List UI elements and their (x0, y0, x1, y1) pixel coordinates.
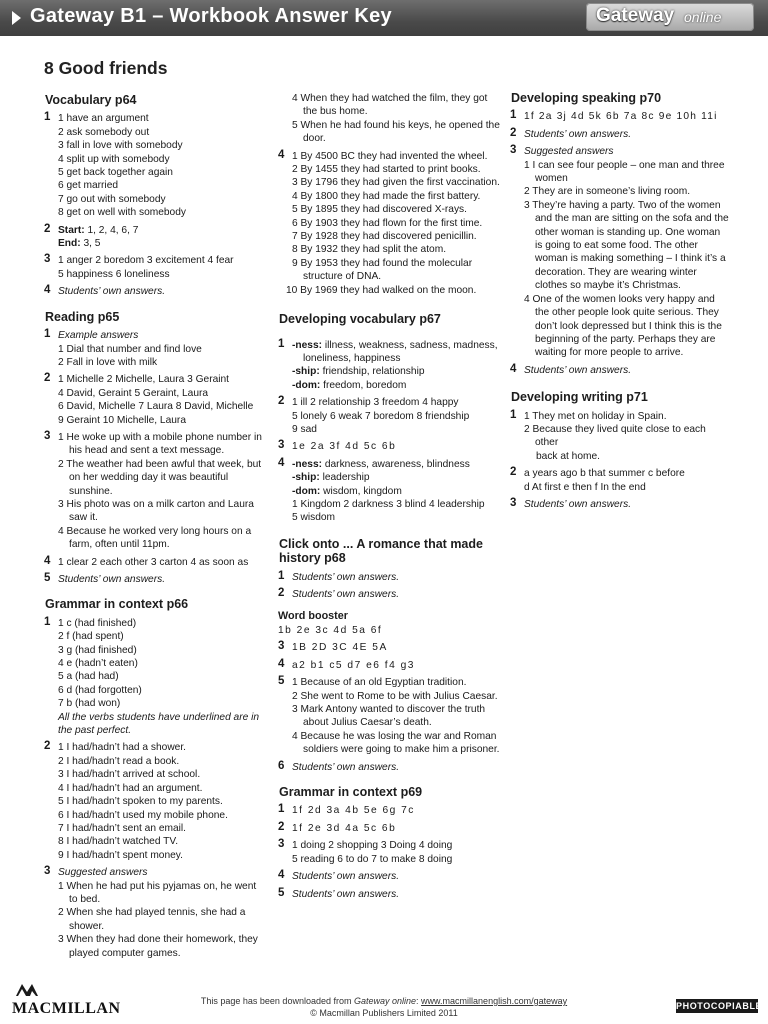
answer-line: 7 I had/hadn’t sent an email. (58, 822, 186, 834)
document-title: Gateway B1 – Workbook Answer Key (30, 5, 392, 27)
exercise-number: 1 (278, 337, 285, 350)
exercise-number: 2 (44, 372, 51, 385)
answer-line: 4 I had/hadn’t had an argument. (58, 782, 203, 794)
answer-line: 1e 2a 3f 4d 5c 6b (292, 441, 397, 453)
answer-line: 3 I had/hadn’t arrived at school. (58, 769, 201, 781)
answer-line: 7 By 1928 they had discovered penicillin. (292, 231, 477, 243)
exercise (510, 145, 730, 360)
answer-line: 1f 2e 3d 4a 5c 6b (292, 822, 397, 834)
publisher-name: MACMILLAN (12, 1000, 121, 1017)
exercise (44, 556, 264, 569)
exercise (278, 641, 500, 654)
section-heading: Vocabulary p64 (45, 93, 137, 107)
answer-line: Students’ own answers. (292, 888, 400, 900)
answer-line: 6 d (had forgotten) (58, 684, 142, 696)
exercise-number: 4 (44, 284, 51, 297)
exercise-number: 3 (44, 429, 51, 442)
exercise-number: 4 (278, 148, 285, 161)
answer-label: Start: (58, 224, 85, 236)
exercise-number: 2 (278, 395, 285, 408)
exercise-number: 2 (510, 126, 517, 139)
answer-line: a years ago b that summer c before (524, 468, 685, 480)
play-arrow-icon (12, 11, 21, 25)
unit-title: 8 Good friends (44, 58, 168, 78)
exercise-number: 3 (44, 865, 51, 878)
exercise-continued (278, 92, 500, 146)
answer-line: 8 I had/hadn’t watched TV. (58, 836, 179, 848)
suffix-label: -ship: (292, 366, 320, 378)
answer-line: 7 b (had won) (58, 698, 121, 710)
exercise (278, 761, 500, 774)
answer-line: 6 By 1903 they had flown for the first time. (292, 217, 483, 229)
answer-line: 1 By 4500 BC they had invented the wheel. (292, 150, 488, 162)
answer-line: 1f 2a 3j 4d 5k 6b 7a 8c 9e 10h 11i (524, 111, 718, 123)
answer-line: 4 When they had watched the film, they got the bus home. (292, 93, 488, 118)
exercise-number: 6 (278, 759, 285, 772)
answer-label: Example answers (58, 330, 139, 342)
answer-line: 4 Because he worked very long hours on a farm, often until 11pm. (58, 525, 252, 551)
exercise (44, 573, 264, 586)
answer-line: 2 When she had played tennis, she had a shower. (58, 907, 246, 932)
answer-line: 4 Because he was losing the war and Roman soldiers were going to make him a prisoner. (292, 730, 500, 756)
exercise-number: 2 (278, 820, 285, 833)
logo-sub-text: online (684, 9, 722, 25)
header-bar (0, 0, 768, 36)
exercise-number: 1 (278, 803, 285, 816)
subsection-heading: Word booster (278, 609, 348, 622)
section-heading: Reading p65 (45, 309, 120, 324)
exercise (278, 571, 500, 584)
answer-line: 1 When he had put his pyjamas on, he went to bed. (58, 880, 257, 905)
answer-line: 9 sad (292, 423, 317, 435)
answer-line: 9 Geraint 10 Michelle, Laura (58, 414, 186, 426)
answer-line: 1 Dial that number and find love (58, 343, 202, 355)
answer-line: Students’ own answers. (292, 871, 400, 883)
answer-line: 3 g (had finished) (58, 644, 137, 656)
exercise (278, 804, 500, 817)
answer-line: Students’ own answers. (524, 364, 632, 376)
exercise-number: 4 (278, 456, 285, 469)
exercise-number: 3 (278, 640, 285, 653)
exercise-number: 3 (44, 253, 51, 266)
answer-text: darkness, awareness, blindness (322, 458, 470, 470)
exercise (510, 128, 730, 141)
footer-url-link[interactable]: www.macmillanenglish.com/gateway (421, 996, 568, 1006)
answer-line: 2 Because they lived quite close to each other (524, 423, 706, 449)
answer-line: 6 I had/hadn’t used my mobile phone. (58, 809, 228, 821)
exercise-number: 4 (278, 869, 285, 882)
answer-line: 1 clear 2 each other 3 carton 4 as soon as (58, 556, 249, 568)
answer-line: 5 By 1895 they had discovered X-rays. (292, 204, 467, 216)
footer-copyright: © Macmillan Publishers Limited 2011 (310, 1008, 458, 1018)
answer-line: 3 When they had done their homework, they played computer games. (58, 934, 258, 959)
exercise (44, 285, 264, 298)
exercise (44, 741, 264, 862)
answer-line: 8 By 1932 they had split the atom. (292, 244, 447, 256)
answer-line: a2 b1 c5 d7 e6 f4 g3 (292, 659, 415, 671)
section-heading: Developing speaking p70 (511, 91, 662, 105)
footer-text: : (416, 996, 422, 1006)
answer-line: 1 He woke up with a mobile phone number in his head and sent a text message. (58, 431, 262, 457)
answer-line: 6 David, Michelle 7 Laura 8 David, Michelle (58, 401, 254, 413)
answer-line: 4 split up with somebody (58, 153, 170, 165)
footer-text: This page has been downloaded from (200, 996, 354, 1006)
exercise-number: 1 (44, 328, 51, 341)
answer-label: Suggested answers (58, 867, 148, 879)
answer-line: 1 ill 2 relationship 3 freedom 4 happy (292, 397, 459, 409)
answer-line: 1b 2e 3c 4d 5a 6f (278, 625, 383, 636)
exercise-number: 4 (278, 657, 285, 670)
exercise (510, 410, 730, 464)
answer-line: Students’ own answers. (58, 286, 166, 298)
answer-text: 3, 5 (80, 238, 101, 250)
exercise-number: 2 (44, 740, 51, 753)
section-heading: Grammar in context p66 (45, 597, 189, 612)
exercise (44, 254, 264, 281)
exercise (44, 617, 264, 738)
exercise-number: 2 (44, 222, 51, 235)
exercise (510, 467, 730, 494)
answer-line: 3 Mark Antony wanted to discover the truth about Julius Caesar’s death. (292, 704, 486, 729)
answer-line: 1f 2d 3a 4b 5e 6g 7c (292, 805, 415, 817)
footer-site-name: Gateway online (353, 996, 417, 1006)
exercise-number: 5 (44, 572, 51, 584)
gateway-online-logo[interactable] (586, 3, 754, 31)
answer-line: 2 They are in someone’s living room. (524, 186, 691, 198)
answer-line: 5 I had/hadn’t spoken to my parents. (58, 796, 223, 808)
footer-download-note (0, 996, 768, 1006)
exercise-number: 4 (44, 554, 51, 567)
column-1 (44, 88, 264, 964)
exercise-number: 1 (44, 615, 51, 628)
answer-line: d At first e then f In the end (524, 481, 646, 493)
logo-main-text: Gateway (596, 5, 675, 26)
exercise (44, 373, 264, 427)
exercise (510, 364, 730, 377)
answer-text: illness, weakness, sadness, madness, loneliness, happiness (303, 339, 498, 364)
exercise (278, 150, 500, 297)
answer-label: Suggested answers (524, 146, 614, 158)
answer-line: 1 c (had finished) (58, 617, 137, 629)
exercise (278, 339, 500, 393)
answer-line: 1 I had/hadn’t had a shower. (58, 742, 187, 754)
answer-line: 3 They’re having a party. Two of the women and the man are sitting on the sofa and the other woman is standing up. One woman is going to eat some food. The other woman is making something – I think it’s a decoration. They are wearing winter clothes so maybe it’s Christmas. (524, 199, 729, 292)
exercise (278, 396, 500, 436)
answer-line: 5 reading 6 to do 7 to make 8 doing (292, 853, 453, 865)
answer-line: 2 ask somebody out (58, 126, 150, 138)
exercise-number: 2 (278, 587, 285, 600)
answer-note: All the verbs students have underlined are in the past perfect. (58, 711, 260, 737)
exercise-number: 5 (278, 886, 285, 899)
answer-line: 1B 2D 3C 4E 5A (292, 642, 388, 654)
suffix-label: -ship: (292, 472, 320, 484)
answer-line: 1 anger 2 boredom 3 excitement 4 fear (58, 255, 234, 267)
answer-line: 2 She went to Rome to be with Julius Caesar. (292, 690, 498, 702)
answer-line: 1 I can see four people – one man and three women (524, 159, 725, 185)
answer-line: 1 Kingdom 2 darkness 3 blind 4 leadership (292, 498, 485, 510)
exercise (278, 839, 500, 866)
exercise (278, 676, 500, 756)
column-2 (278, 92, 500, 905)
exercise-number: 3 (510, 144, 517, 157)
exercise-number: 3 (510, 496, 517, 509)
answer-line: 4 One of the women looks very happy and the other people look quite serious. They don’t look depressed but I think this is the beginning of the party. Perhaps they are waiting for more people to arrive. (524, 293, 722, 359)
answer-line: 3 His photo was on a milk carton and Laura saw it. (58, 498, 254, 524)
answer-line: Students’ own answers. (524, 128, 632, 140)
section-heading: Click onto ... A romance that made history p68 (279, 536, 483, 566)
answer-line: 4 e (hadn’t eaten) (58, 658, 138, 670)
suffix-label: -dom: (292, 379, 321, 391)
suffix-label: -ness: (292, 339, 323, 351)
exercise-number: 1 (44, 111, 51, 124)
exercise (278, 440, 500, 453)
answer-line: 3 By 1796 they had given the first vaccination. (292, 177, 500, 189)
photocopiable-badge: PHOTOCOPIABLE (676, 1001, 763, 1011)
answer-line: 2 Fall in love with milk (58, 356, 158, 368)
answer-line: 7 go out with somebody (58, 193, 166, 205)
answer-line: 1 Michelle 2 Michelle, Laura 3 Geraint (58, 374, 230, 386)
exercise-number: 5 (278, 675, 285, 688)
exercise-number: 3 (278, 439, 285, 452)
exercise-number: 1 (510, 408, 517, 421)
answer-line: Students’ own answers. (524, 498, 632, 510)
exercise (278, 458, 500, 525)
answer-line: 2 By 1455 they had started to print books. (292, 164, 481, 176)
section-heading: Developing writing p71 (511, 390, 648, 405)
exercise (44, 431, 264, 552)
answer-line: 8 get on well with somebody (58, 207, 186, 219)
answer-line: 5 When he had found his keys, he opened the door. (292, 119, 500, 145)
answer-line: 4 By 1800 they had made the first battery. (292, 190, 481, 202)
answer-line: Students’ own answers. (292, 589, 400, 601)
exercise-number: 1 (278, 569, 285, 582)
exercise (278, 888, 500, 901)
answer-line: 3 fall in love with somebody (58, 140, 183, 152)
answer-line: Students’ own answers. (292, 761, 400, 773)
answer-line: 1 They met on holiday in Spain. (524, 410, 667, 422)
answer-line: 2 f (had spent) (58, 631, 124, 643)
answer-line: 5 get back together again (58, 167, 173, 179)
exercise (510, 110, 730, 123)
answer-line: 1 Because of an old Egyptian tradition. (292, 677, 467, 689)
answer-line: 6 get married (58, 180, 119, 192)
answer-line: back at home. (536, 450, 600, 462)
answer-line: 5 lonely 6 weak 7 boredom 8 friendship (292, 410, 470, 422)
answer-line: 2 I had/hadn’t read a book. (58, 755, 180, 767)
exercise (510, 498, 730, 511)
suffix-label: -dom: (292, 485, 321, 497)
answer-line: 10 By 1969 they had walked on the moon. (286, 284, 477, 296)
answer-line: 5 a (had had) (58, 671, 119, 683)
exercise (44, 112, 264, 219)
answer-text: freedom, boredom (320, 379, 407, 391)
exercise (278, 588, 500, 601)
answer-line: 1 have an argument (58, 113, 149, 125)
exercise-number: 3 (278, 838, 285, 851)
exercise (278, 822, 500, 835)
section-heading: Grammar in context p69 (279, 785, 423, 800)
suffix-label: -ness: (292, 458, 323, 470)
answer-line: Students’ own answers. (292, 571, 400, 583)
answer-line: 1 doing 2 shopping 3 Doing 4 doing (292, 840, 453, 852)
exercise (44, 224, 264, 251)
answer-line: 9 By 1953 they had found the molecular structure of DNA. (292, 257, 473, 283)
exercise-number: 4 (510, 362, 517, 375)
exercise-number: 1 (510, 109, 517, 122)
exercise (278, 659, 500, 672)
answer-text: leadership (319, 472, 370, 484)
exercise (44, 329, 264, 369)
exercise-number: 2 (510, 466, 517, 479)
column-3 (510, 92, 730, 515)
exercise (278, 870, 500, 883)
answer-label: End: (58, 238, 81, 250)
answer-line: Students’ own answers. (58, 574, 166, 585)
answer-line: 4 David, Geraint 5 Geraint, Laura (58, 387, 209, 399)
section-heading: Developing vocabulary p67 (279, 312, 441, 327)
answer-line: 5 wisdom (292, 512, 336, 524)
answer-text: 1, 2, 4, 6, 7 (84, 224, 139, 236)
answer-line: 2 The weather had been awful that week, but on her wedding day it was beautiful sunshine. (58, 458, 262, 497)
exercise (44, 866, 264, 960)
answer-line: 9 I had/hadn’t spent money. (58, 849, 183, 861)
answer-text: wisdom, kingdom (320, 485, 402, 497)
answer-text: friendship, relationship (319, 366, 425, 378)
answer-line: 5 happiness 6 loneliness (58, 268, 170, 280)
